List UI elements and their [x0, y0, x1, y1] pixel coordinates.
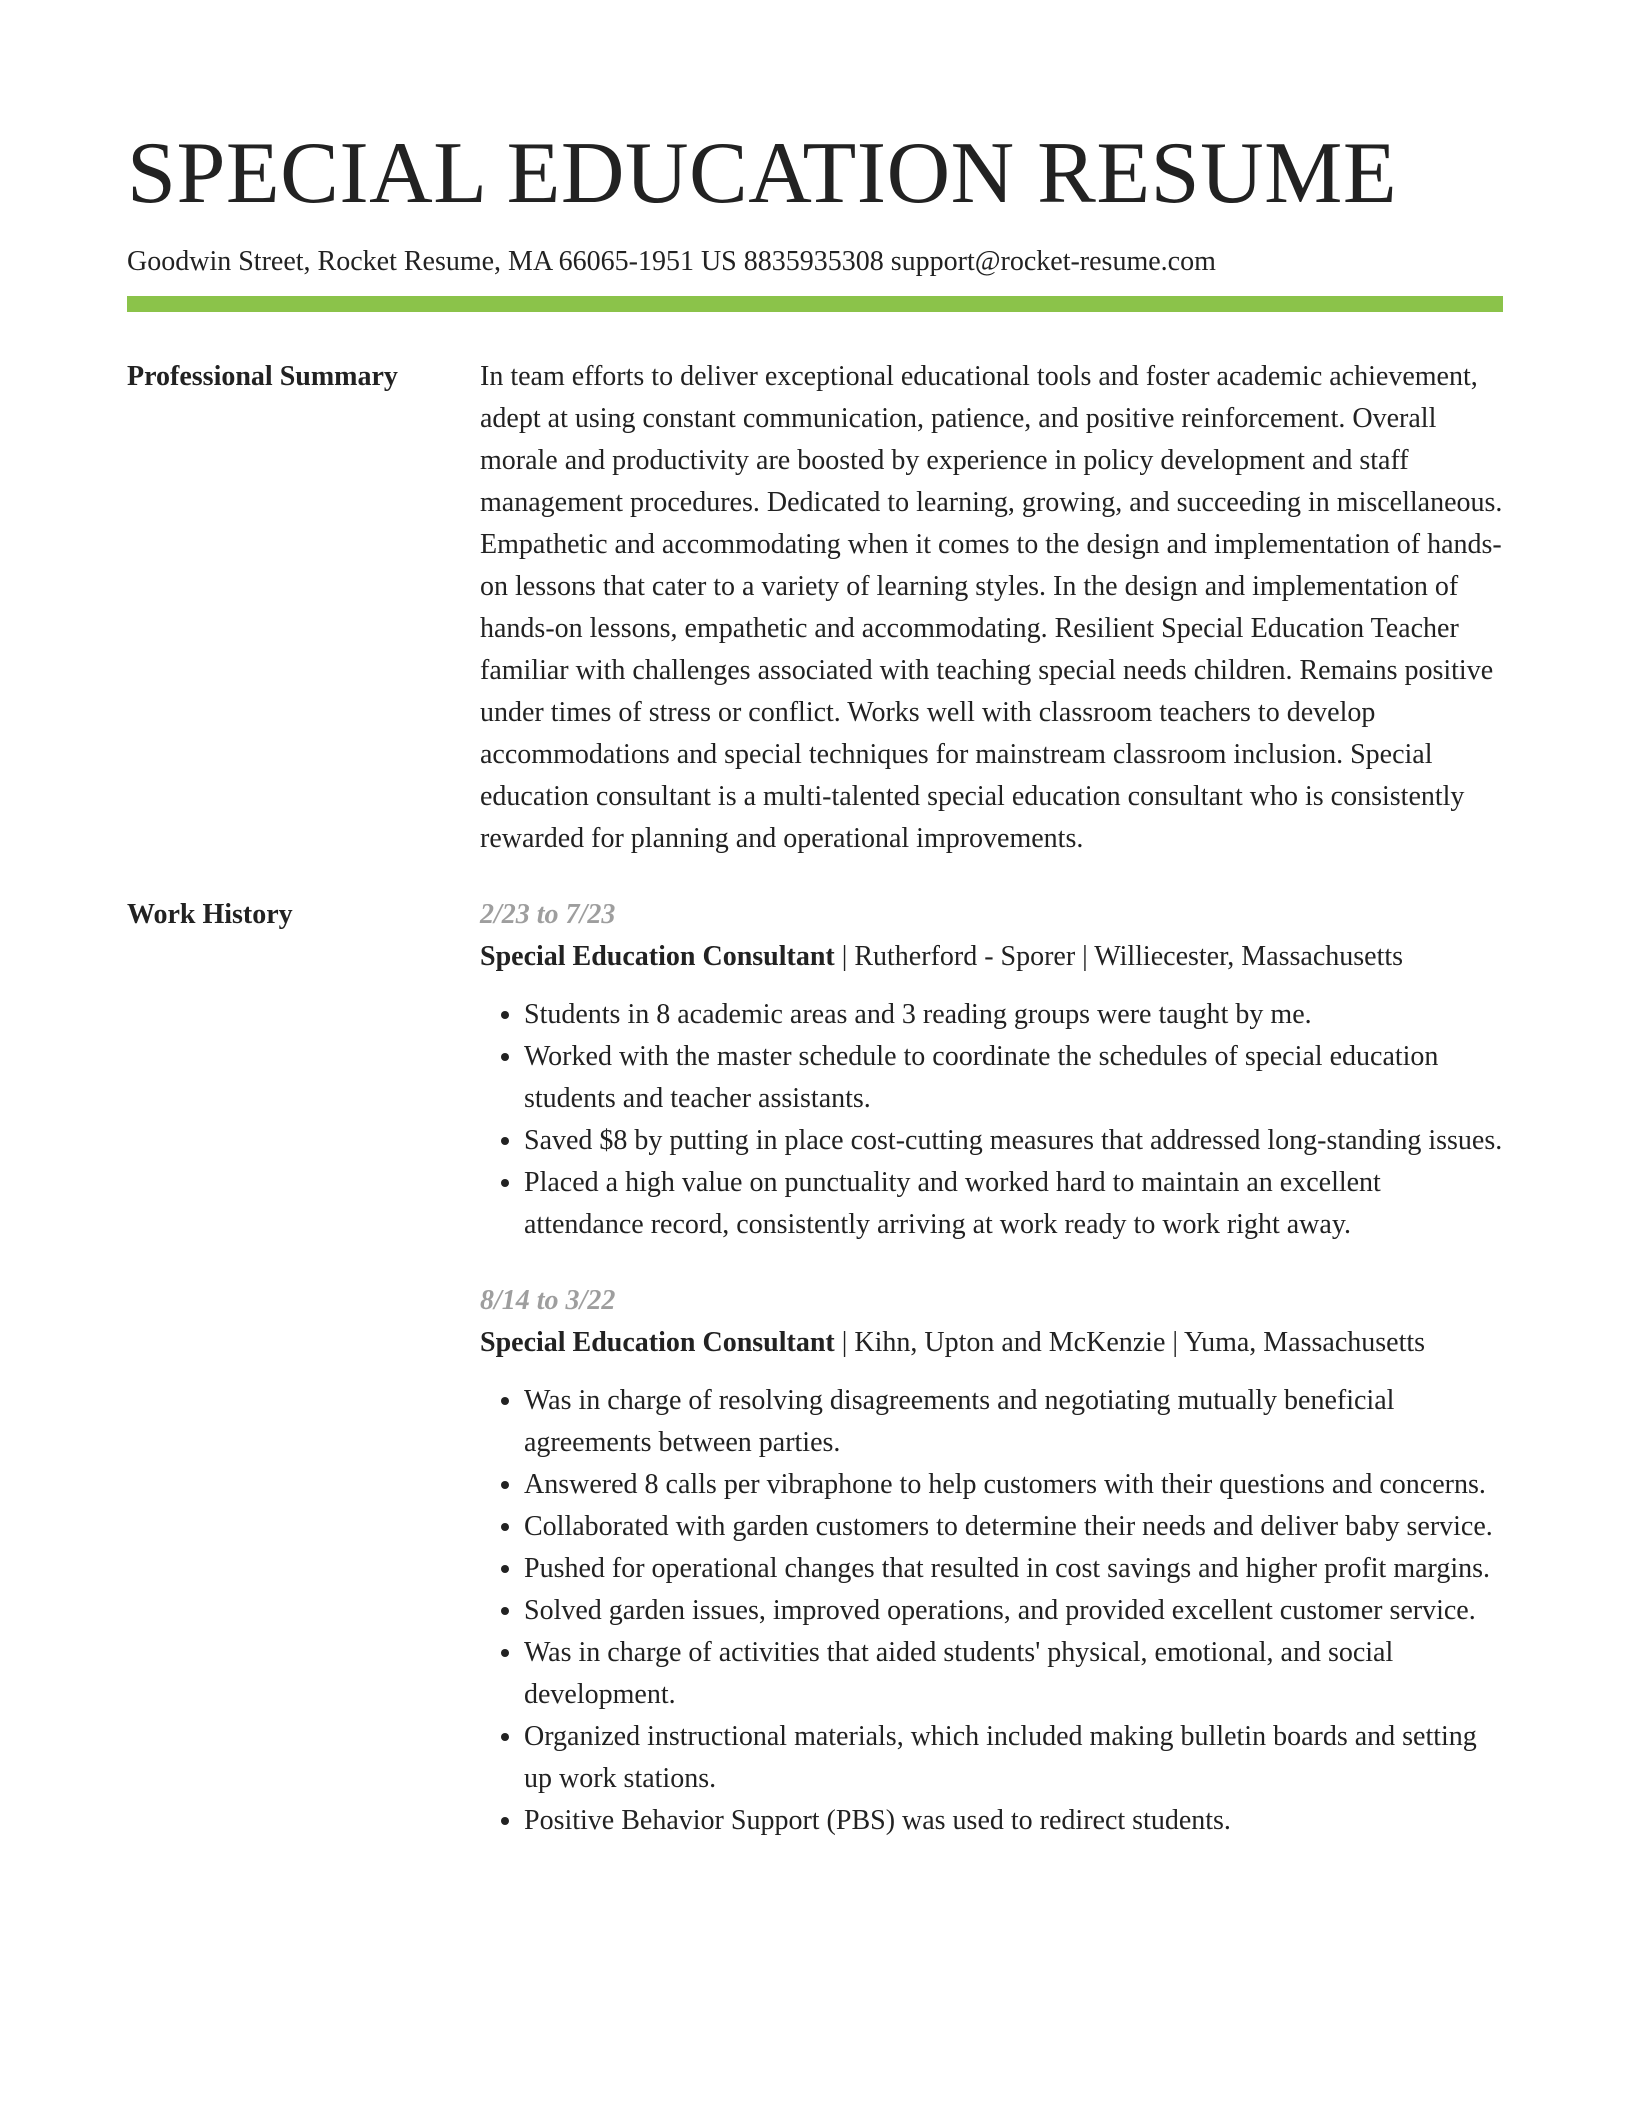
- professional-summary-body: [480, 356, 1503, 860]
- job-bullet: • Placed a high value on punctuality and worked hard to maintain an excellent attendance record, consistently arriving at work ready to work right away.: [524, 1162, 1503, 1246]
- accent-divider: [127, 296, 1503, 312]
- resume-title: SPECIAL EDUCATION RESUME: [127, 125, 1398, 222]
- work-history-body: [480, 894, 1503, 1842]
- job-bullet: • Organized instructional materials, which included making bulletin boards and setting up work stations.: [524, 1716, 1503, 1800]
- job-dates: 2/23 to 7/23: [480, 899, 616, 930]
- job-bullet: • Worked with the master schedule to coordinate the schedules of special education students and teacher assistants.: [524, 1036, 1503, 1120]
- job-bullet-list: [480, 1380, 1503, 1842]
- section-label-work-history: Work History: [127, 899, 293, 930]
- job-bullet: • Was in charge of activities that aided students' physical, emotional, and social development.: [524, 1632, 1503, 1716]
- job-employer-location: | Rutherford - Sporer | Williecester, Massachusetts: [834, 941, 1404, 972]
- professional-summary-section: [127, 356, 1505, 860]
- contact-line: Goodwin Street, Rocket Resume, MA 66065-1951 US 8835935308 support@rocket-resume.com: [127, 246, 1216, 277]
- job-dates: 8/14 to 3/22: [480, 1285, 616, 1316]
- job-entry: [480, 1280, 1503, 1842]
- job-heading: [480, 1322, 1503, 1364]
- job-bullet: • Collaborated with garden customers to determine their needs and deliver baby service.: [524, 1506, 1503, 1548]
- job-bullet: • Pushed for operational changes that resulted in cost savings and higher profit margins.: [524, 1548, 1503, 1590]
- section-label-professional-summary: Professional Summary: [127, 361, 398, 392]
- job-heading: [480, 936, 1503, 978]
- job-bullet: • Solved garden issues, improved operations, and provided excellent customer service.: [524, 1590, 1503, 1632]
- summary-text: In team efforts to deliver exceptional educational tools and foster academic achievement, adept at using constant communication, patience, and positive reinforcement. Overall morale and productivity are boosted by experience in policy development and staff management procedures. Dedicated to learning, growing, and succeeding in miscellaneous. Empathetic and accommodating when it comes to the design and implementation of hands-on lessons that cater to a variety of learning styles. In the design and implementation of hands-on lessons, empathetic and accommodating. Resilient Special Education Teacher familiar with challenges associated with teaching special needs children. Remains positive under times of stress or conflict. Works well with classroom teachers to develop accommodations and special techniques for mainstream classroom inclusion. Special education consultant is a multi-talented special education consultant who is consistently rewarded for planning and operational improvements.: [480, 361, 1503, 854]
- job-title: Special Education Consultant: [480, 941, 835, 972]
- job-entry: [480, 894, 1503, 1246]
- job-bullet: • Was in charge of resolving disagreements and negotiating mutually beneficial agreements between parties.: [524, 1380, 1503, 1464]
- job-bullet-list: [480, 994, 1503, 1246]
- job-bullet: • Positive Behavior Support (PBS) was used to redirect students.: [524, 1800, 1503, 1842]
- work-history-section: [127, 894, 1505, 1842]
- job-employer-location: | Kihn, Upton and McKenzie | Yuma, Massachusetts: [834, 1327, 1426, 1358]
- job-bullet: • Students in 8 academic areas and 3 reading groups were taught by me.: [524, 994, 1503, 1036]
- job-bullet: • Answered 8 calls per vibraphone to help customers with their questions and concerns.: [524, 1464, 1503, 1506]
- job-bullet: • Saved $8 by putting in place cost-cutting measures that addressed long-standing issues.: [524, 1120, 1503, 1162]
- job-title: Special Education Consultant: [480, 1327, 835, 1358]
